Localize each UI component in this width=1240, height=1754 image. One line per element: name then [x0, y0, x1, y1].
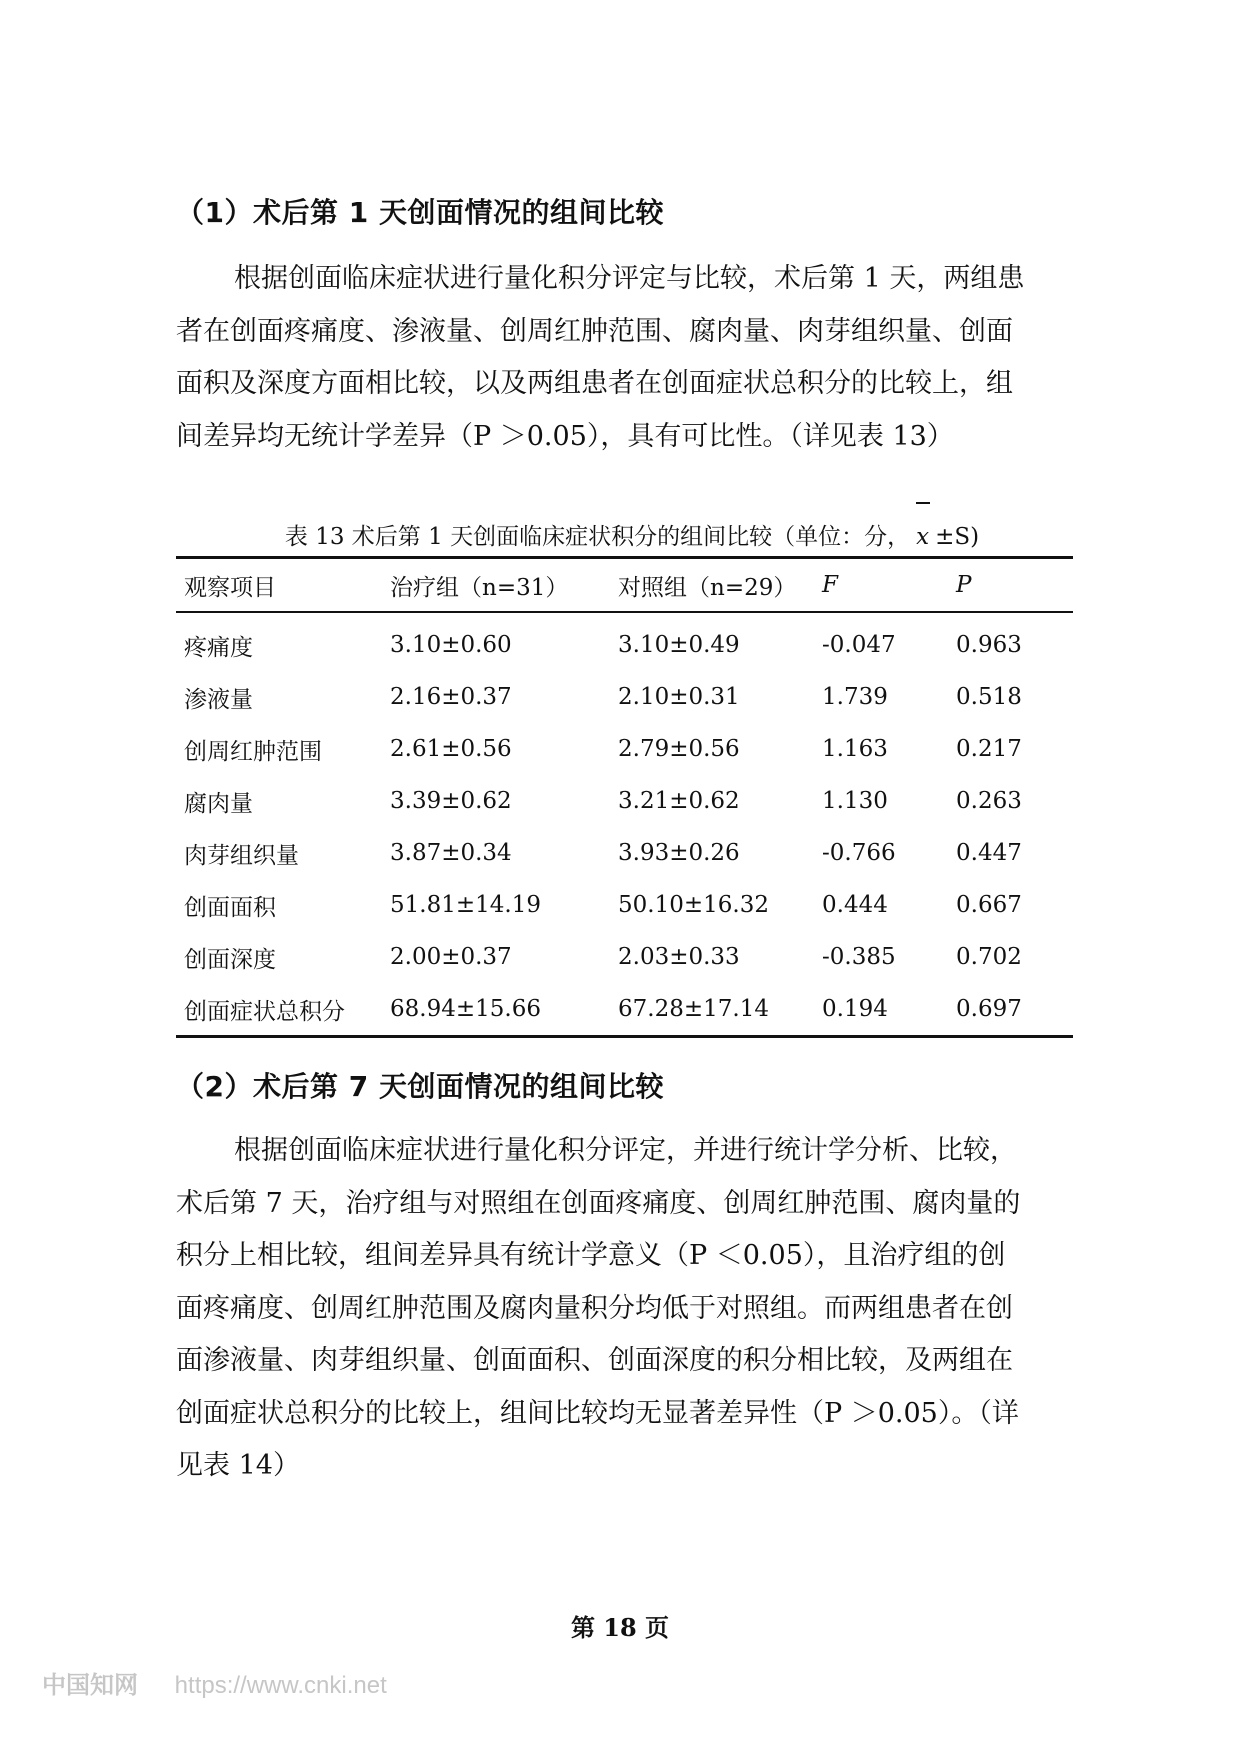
- table-cell: 1.739: [822, 684, 888, 710]
- table-cell: 3.10±0.60: [390, 632, 512, 658]
- paragraph-day7: [176, 1125, 1088, 1493]
- table-caption: [176, 518, 1088, 551]
- page-number: 第 18 页: [570, 1613, 670, 1642]
- table-cell: 腐肉量: [184, 790, 253, 817]
- table-cell: -0.047: [822, 632, 896, 658]
- table-cell: 2.10±0.31: [618, 684, 740, 710]
- table-cell: 1.130: [822, 788, 888, 814]
- table-cell: 疼痛度: [184, 634, 253, 661]
- table-cell: 67.28±17.14: [610, 983, 814, 1037]
- table-cell: 0.667: [956, 892, 1022, 918]
- section-heading-day1: （1）术后第 1 天创面情况的组间比较: [176, 196, 664, 229]
- paragraph-day1: [176, 253, 1088, 463]
- table-cell: 51.81±14.19: [390, 892, 541, 918]
- table-cell: 3.21±0.62: [618, 788, 740, 814]
- table-cell: 3.87±0.34: [390, 840, 512, 866]
- x-bar-symbol: x: [916, 524, 930, 550]
- table-cell: 创面深度: [184, 946, 276, 973]
- table-cell: 0.963: [956, 632, 1022, 658]
- section-heading-day7: （2）术后第 7 天创面情况的组间比较: [176, 1070, 664, 1103]
- paragraph-line: 面积及深度方面相比较，以及两组患者在创面症状总积分的比较上，组: [176, 368, 1013, 399]
- table-cell: 50.10±16.32: [618, 892, 769, 918]
- cnki-watermark: [42, 1665, 387, 1700]
- table-row: [176, 775, 1073, 827]
- paragraph-line: 面渗液量、肉芽组织量、创面面积、创面深度的积分相比较，及两组在: [176, 1345, 1013, 1376]
- table-cell: 渗液量: [184, 686, 253, 713]
- table-cell: 创周红肿范围: [184, 738, 322, 765]
- column-header: 治疗组（n=31）: [382, 558, 610, 613]
- paragraph-line: 者在创面疼痛度、渗液量、创周红肿范围、腐肉量、肉芽组织量、创面: [176, 315, 1013, 347]
- column-header: 对照组（n=29）: [610, 558, 814, 613]
- table-cell: 0.194: [814, 983, 948, 1037]
- table-cell: 1.163: [822, 736, 888, 762]
- paragraph-line: 积分上相比较，组间差异具有统计学意义（P ＜0.05），且治疗组的创: [176, 1240, 1006, 1271]
- table-cell: 0.518: [956, 684, 1022, 710]
- table-cell: 创面症状总积分: [176, 983, 382, 1037]
- table-cell: 0.702: [956, 944, 1022, 970]
- paragraph-line: 根据创面临床症状进行量化积分评定，并进行统计学分析、比较，: [234, 1135, 1017, 1166]
- table-cell: 0.217: [956, 736, 1022, 762]
- table-cell: -0.766: [822, 840, 896, 866]
- table-cell: 3.10±0.49: [618, 632, 740, 658]
- paragraph-line: 术后第 7 天，治疗组与对照组在创面疼痛度、创周红肿范围、腐肉量的: [176, 1187, 1021, 1219]
- paragraph-line: 间差异均无统计学差异（P ＞0.05），具有可比性。（详见表 13）: [176, 420, 954, 452]
- table-row: [176, 723, 1073, 775]
- table-cell: 2.79±0.56: [618, 736, 740, 762]
- paragraph-line: 创面症状总积分的比较上，组间比较均无显著差异性（P ＞0.05）。（详: [176, 1397, 1019, 1429]
- table-cell: -0.385: [822, 944, 896, 970]
- comparison-table: [176, 556, 1073, 1038]
- table-row: [176, 879, 1073, 931]
- table-cell: 3.39±0.62: [390, 788, 512, 814]
- table-cell: 2.00±0.37: [390, 944, 512, 970]
- table-cell: 2.16±0.37: [390, 684, 512, 710]
- table-row: [176, 931, 1073, 983]
- table-row: [176, 612, 1073, 671]
- column-header: P: [948, 558, 1073, 613]
- table-caption-text: 表 13 术后第 1 天创面临床症状积分的组间比较（单位：分，: [284, 524, 911, 550]
- table-cell: 0.444: [822, 892, 888, 918]
- table-caption-tail: ±S): [935, 524, 980, 550]
- table-row: [176, 827, 1073, 879]
- table-row: [176, 983, 1073, 1037]
- paragraph-line: 根据创面临床症状进行量化积分评定与比较，术后第 1 天，两组患: [234, 263, 1025, 294]
- table-cell: 68.94±15.66: [382, 983, 610, 1037]
- column-header: F: [814, 558, 948, 613]
- table-cell: 2.61±0.56: [390, 736, 512, 762]
- table-cell: 创面面积: [184, 894, 276, 921]
- table-cell: 3.93±0.26: [618, 840, 740, 866]
- table-cell: 0.263: [956, 788, 1022, 814]
- paragraph-line: 见表 14）: [176, 1450, 300, 1481]
- table-cell: 2.03±0.33: [618, 944, 740, 970]
- cnki-logo-text: 中国知网: [42, 1672, 138, 1699]
- table-cell: 肉芽组织量: [184, 842, 299, 869]
- table-cell: 0.447: [956, 840, 1022, 866]
- cnki-url: https://www.cnki.net: [174, 1672, 387, 1699]
- table-row: [176, 671, 1073, 723]
- column-header: 观察项目: [176, 558, 382, 613]
- table-header-row: [176, 558, 1073, 613]
- table-cell: 0.697: [948, 983, 1073, 1037]
- paragraph-line: 面疼痛度、创周红肿范围及腐肉量积分均低于对照组。而两组患者在创: [176, 1292, 1013, 1324]
